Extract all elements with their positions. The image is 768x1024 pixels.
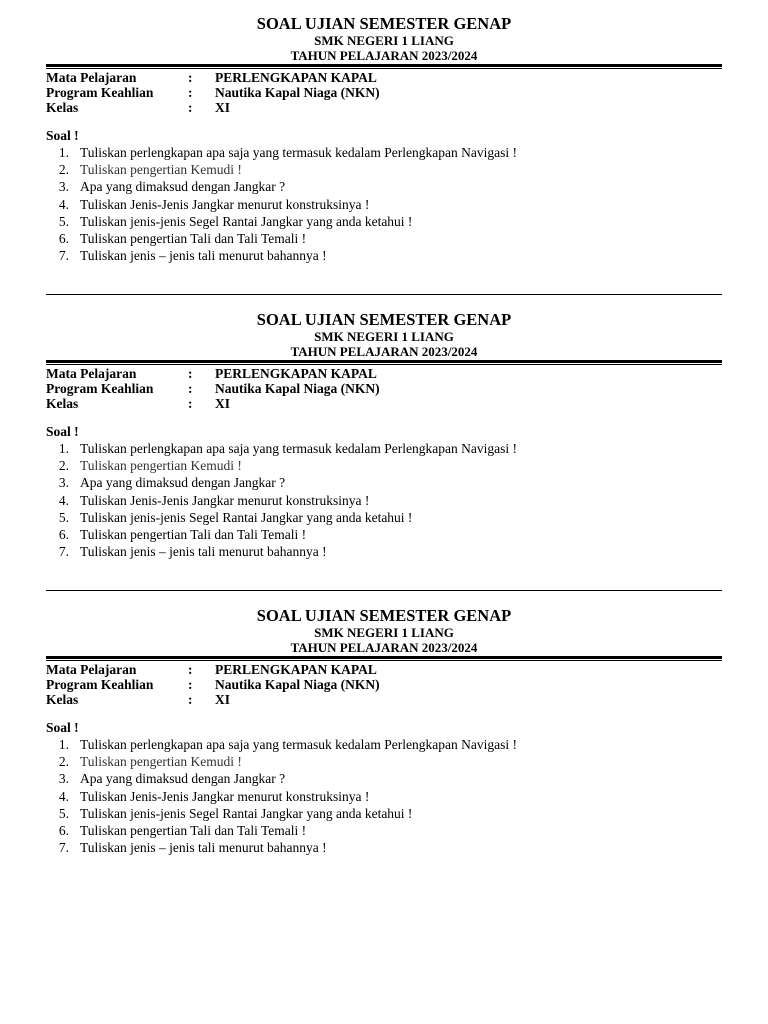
question-number: 2.	[58, 162, 69, 178]
question-number: 5.	[58, 213, 69, 229]
question-text: Tuliskan jenis – jenis tali menurut bahannya !	[80, 544, 327, 560]
info-row-class	[46, 692, 722, 707]
info-table	[46, 662, 722, 707]
info-label: Kelas	[46, 396, 79, 411]
question-item	[46, 178, 722, 195]
question-number: 7.	[58, 248, 69, 264]
info-value: PERLENGKAPAN KAPAL	[215, 70, 377, 85]
question-item	[46, 788, 722, 805]
info-row-subject	[46, 366, 722, 381]
info-value: XI	[215, 396, 231, 411]
question-number: 1.	[58, 441, 69, 456]
info-colon: :	[188, 85, 193, 100]
question-text: Apa yang dimaksud dengan Jangkar ?	[80, 179, 286, 195]
question-number: 6.	[58, 526, 69, 542]
info-value: XI	[215, 100, 231, 115]
academic-year: TAHUN PELAJARAN 2023/2024	[290, 344, 478, 359]
question-number: 3.	[58, 179, 69, 195]
exam-title: SOAL UJIAN SEMESTER GENAP	[256, 606, 512, 625]
question-text: Tuliskan pengertian Kemudi !	[80, 162, 242, 178]
question-item	[46, 770, 722, 787]
info-row-class	[46, 396, 722, 411]
question-text: Tuliskan pengertian Tali dan Tali Temali !	[80, 822, 307, 838]
question-text: Tuliskan Jenis-Jenis Jangkar menurut konstruksinya !	[80, 196, 370, 212]
question-number: 6.	[58, 822, 69, 838]
info-label: Mata Pelajaran	[46, 70, 137, 85]
question-text: Tuliskan Jenis-Jenis Jangkar menurut konstruksinya !	[80, 492, 370, 508]
info-value: Nautika Kapal Niaga (NKN)	[215, 677, 380, 692]
question-item	[46, 822, 722, 839]
question-text: Tuliskan jenis-jenis Segel Rantai Jangkar yang anda ketahui !	[80, 213, 413, 229]
questions-heading: Soal !	[46, 720, 79, 735]
question-text: Tuliskan pengertian Kemudi !	[80, 458, 242, 474]
info-value: Nautika Kapal Niaga (NKN)	[215, 85, 380, 100]
info-table	[46, 366, 722, 411]
exam-sheet	[46, 310, 722, 560]
header-double-rule	[46, 656, 722, 661]
question-item	[46, 457, 722, 474]
info-row-subject	[46, 70, 722, 85]
question-number: 5.	[58, 805, 69, 821]
question-text: Tuliskan perlengkapan apa saja yang termasuk kedalam Perlengkapan Navigasi !	[80, 441, 517, 456]
school-name: SMK NEGERI 1 LIANG	[314, 329, 454, 344]
question-text: Apa yang dimaksud dengan Jangkar ?	[80, 475, 286, 491]
question-item	[46, 144, 722, 161]
info-row-program	[46, 381, 722, 396]
question-text: Tuliskan jenis-jenis Segel Rantai Jangkar yang anda ketahui !	[80, 509, 413, 525]
question-item	[46, 509, 722, 526]
question-number: 7.	[58, 544, 69, 560]
info-label: Program Keahlian	[46, 677, 154, 692]
info-colon: :	[188, 396, 193, 411]
info-label: Program Keahlian	[46, 85, 154, 100]
school-name: SMK NEGERI 1 LIANG	[314, 625, 454, 640]
academic-year: TAHUN PELAJARAN 2023/2024	[290, 640, 478, 655]
question-number: 4.	[58, 788, 69, 804]
question-item	[46, 196, 722, 213]
question-text: Tuliskan jenis – jenis tali menurut bahannya !	[80, 840, 327, 856]
exam-title: SOAL UJIAN SEMESTER GENAP	[256, 310, 512, 329]
question-number: 3.	[58, 475, 69, 491]
info-row-class	[46, 100, 722, 115]
info-value: PERLENGKAPAN KAPAL	[215, 662, 377, 677]
question-text: Tuliskan perlengkapan apa saja yang termasuk kedalam Perlengkapan Navigasi !	[80, 145, 517, 160]
info-colon: :	[188, 366, 193, 381]
header-double-rule	[46, 64, 722, 69]
header-double-rule	[46, 360, 722, 365]
question-item	[46, 526, 722, 543]
question-text: Tuliskan Jenis-Jenis Jangkar menurut konstruksinya !	[80, 788, 370, 804]
question-item	[46, 736, 722, 753]
question-number: 4.	[58, 196, 69, 212]
question-item	[46, 247, 722, 264]
question-item	[46, 543, 722, 560]
question-number: 1.	[58, 737, 69, 752]
question-item	[46, 805, 722, 822]
cut-separator-line	[46, 294, 722, 295]
question-item	[46, 161, 722, 178]
info-colon: :	[188, 100, 193, 115]
question-item	[46, 839, 722, 856]
question-item	[46, 230, 722, 247]
question-number: 2.	[58, 458, 69, 474]
question-text: Tuliskan pengertian Tali dan Tali Temali !	[80, 230, 307, 246]
academic-year: TAHUN PELAJARAN 2023/2024	[290, 48, 478, 63]
question-number: 1.	[58, 145, 69, 160]
question-text: Tuliskan pengertian Tali dan Tali Temali !	[80, 526, 307, 542]
info-row-program	[46, 677, 722, 692]
question-text: Tuliskan pengertian Kemudi !	[80, 754, 242, 770]
cut-separator-line	[46, 590, 722, 591]
question-number: 3.	[58, 771, 69, 787]
question-text: Tuliskan jenis – jenis tali menurut bahannya !	[80, 248, 327, 264]
info-colon: :	[188, 692, 193, 707]
question-number: 4.	[58, 492, 69, 508]
info-label: Kelas	[46, 100, 79, 115]
exam-sheet	[46, 14, 722, 264]
question-list	[46, 144, 722, 264]
questions-heading: Soal !	[46, 424, 79, 439]
info-label: Mata Pelajaran	[46, 366, 137, 381]
info-label: Kelas	[46, 692, 79, 707]
info-colon: :	[188, 70, 193, 85]
question-item	[46, 474, 722, 491]
info-row-program	[46, 85, 722, 100]
question-text: Apa yang dimaksud dengan Jangkar ?	[80, 771, 286, 787]
question-number: 6.	[58, 230, 69, 246]
question-list	[46, 736, 722, 856]
question-text: Tuliskan perlengkapan apa saja yang termasuk kedalam Perlengkapan Navigasi !	[80, 737, 517, 752]
exam-title: SOAL UJIAN SEMESTER GENAP	[256, 14, 512, 33]
question-number: 5.	[58, 509, 69, 525]
question-item	[46, 753, 722, 770]
info-label: Program Keahlian	[46, 381, 154, 396]
question-text: Tuliskan jenis-jenis Segel Rantai Jangkar yang anda ketahui !	[80, 805, 413, 821]
info-value: Nautika Kapal Niaga (NKN)	[215, 381, 380, 396]
info-label: Mata Pelajaran	[46, 662, 137, 677]
exam-sheet	[46, 606, 722, 856]
question-list	[46, 440, 722, 560]
info-colon: :	[188, 381, 193, 396]
question-item	[46, 492, 722, 509]
info-table	[46, 70, 722, 115]
question-number: 7.	[58, 840, 69, 856]
info-colon: :	[188, 662, 193, 677]
info-value: XI	[215, 692, 231, 707]
questions-heading: Soal !	[46, 128, 79, 143]
question-number: 2.	[58, 754, 69, 770]
question-item	[46, 440, 722, 457]
school-name: SMK NEGERI 1 LIANG	[314, 33, 454, 48]
question-item	[46, 213, 722, 230]
info-row-subject	[46, 662, 722, 677]
info-value: PERLENGKAPAN KAPAL	[215, 366, 377, 381]
info-colon: :	[188, 677, 193, 692]
